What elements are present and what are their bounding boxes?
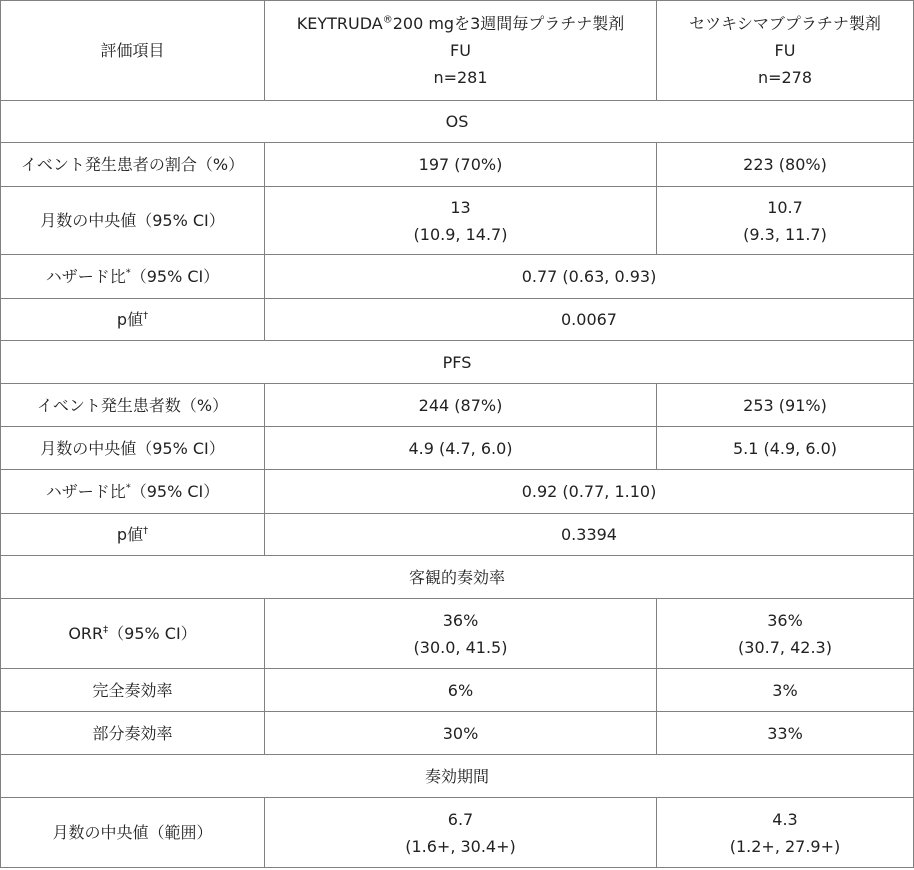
- header-cetuximab-line2: FU: [774, 41, 796, 60]
- section-pfs: PFS: [1, 341, 914, 384]
- header-keytruda-line1: KEYTRUDA®200 mgを3週間毎プラチナ製剤: [296, 14, 625, 33]
- orr-row: ORR‡（95% CI） 36% (30.0, 41.5) 36% (30.7, 42.3): [1, 599, 914, 669]
- os-median-row: 月数の中央値（95% CI） 13 (10.9, 14.7) 10.7 (9.3, 11.7): [1, 187, 914, 255]
- pfs-events-row: イベント発生患者数（%） 244 (87%) 253 (91%): [1, 384, 914, 427]
- header-keytruda-arm: [265, 1, 657, 101]
- header-cetuximab-line1: セツキシマブプラチナ製剤: [689, 14, 881, 33]
- pfs-hr-row: ハザード比*（95% CI） 0.92 (0.77, 1.10): [1, 470, 914, 514]
- os-p-row: p値† 0.0067: [1, 299, 914, 341]
- dor-median-row: 月数の中央値（範囲） 6.7 (1.6+, 30.4+) 4.3 (1.2+, 27.9+): [1, 798, 914, 868]
- header-cetuximab-arm: [657, 1, 914, 101]
- header-cetuximab-n: n=278: [757, 68, 813, 87]
- pfs-p-row: p値† 0.3394: [1, 514, 914, 556]
- section-orr: 客観的奏効率: [1, 556, 914, 599]
- os-events-row: イベント発生患者の割合（%） 197 (70%) 223 (80%): [1, 143, 914, 187]
- header-keytruda-line2: FU: [450, 41, 471, 60]
- cr-row: 完全奏効率 6% 3%: [1, 669, 914, 712]
- header-keytruda-n: n=281: [433, 68, 488, 87]
- header-endpoint: 評価項目: [1, 1, 265, 101]
- pr-row: 部分奏効率 30% 33%: [1, 712, 914, 755]
- os-hr-row: ハザード比*（95% CI） 0.77 (0.63, 0.93): [1, 255, 914, 299]
- header-row: [1, 1, 914, 101]
- pfs-median-row: 月数の中央値（95% CI） 4.9 (4.7, 6.0) 5.1 (4.9, 6.0): [1, 427, 914, 470]
- section-dor: 奏効期間: [1, 755, 914, 798]
- section-os: OS: [1, 101, 914, 143]
